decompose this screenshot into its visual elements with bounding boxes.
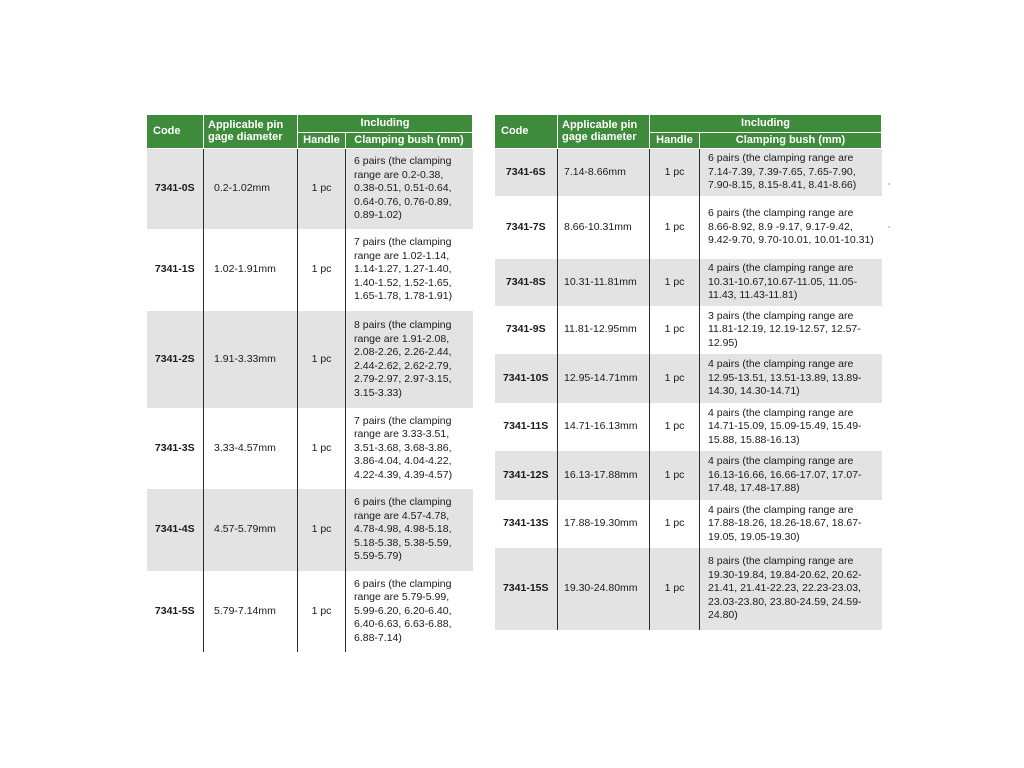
range-cell: 16.13-17.88mm [558, 451, 650, 500]
range-cell: 7.14-8.66mm [558, 148, 650, 196]
col-header-clamping-bush: Clamping bush (mm) [346, 132, 473, 148]
handle-cell: 1 pc [298, 311, 346, 408]
bush-cell: 6 pairs (the clamping range are 8.66-8.92, 8.9 -9.17, 9.17-9.42, 9.42-9.70, 9.70-10.01, 10.01-10.31) [700, 196, 882, 259]
range-cell: 4.57-5.79mm [204, 489, 298, 571]
handle-cell: 1 pc [650, 451, 700, 500]
code-cell: 7341-6S [495, 148, 558, 196]
table-row [495, 259, 882, 306]
table-row [147, 408, 473, 489]
code-cell: 7341-11S [495, 403, 558, 451]
scan-speck [888, 183, 890, 185]
range-cell: 19.30-24.80mm [558, 548, 650, 630]
handle-cell: 1 pc [298, 571, 346, 652]
col-header-clamping-bush: Clamping bush (mm) [700, 132, 882, 148]
bush-cell: 6 pairs (the clamping range are 5.79-5.99, 5.99-6.20, 6.20-6.40, 6.40-6.63, 6.63-6.88, 6.88-7.14) [346, 571, 473, 652]
range-cell: 11.81-12.95mm [558, 306, 650, 354]
left-table-body [147, 148, 473, 652]
table-row [495, 148, 882, 196]
range-cell: 1.02-1.91mm [204, 229, 298, 311]
range-cell: 8.66-10.31mm [558, 196, 650, 259]
handle-cell: 1 pc [298, 229, 346, 311]
code-cell: 7341-7S [495, 196, 558, 259]
code-cell: 7341-8S [495, 259, 558, 306]
range-cell: 0.2-1.02mm [204, 148, 298, 229]
table-row [147, 489, 473, 571]
table-row [495, 451, 882, 500]
bush-cell: 8 pairs (the clamping range are 19.30-19.84, 19.84-20.62, 20.62-21.41, 21.41-22.23, 22.23-23.03, 23.03-23.80, 23.80-24.59, 24.59-24.80) [700, 548, 882, 630]
code-cell: 7341-15S [495, 548, 558, 630]
handle-cell: 1 pc [650, 306, 700, 354]
handle-cell: 1 pc [650, 196, 700, 259]
bush-cell: 4 pairs (the clamping range are 16.13-16.66, 16.66-17.07, 17.07-17.48, 17.48-17.88) [700, 451, 882, 500]
bush-cell: 7 pairs (the clamping range are 1.02-1.14, 1.14-1.27, 1.27-1.40, 1.40-1.52, 1.52-1.65, 1.65-1.78, 1.78-1.91) [346, 229, 473, 311]
right-table-body [495, 148, 882, 630]
handle-cell: 1 pc [298, 489, 346, 571]
handle-cell: 1 pc [650, 403, 700, 451]
range-cell: 14.71-16.13mm [558, 403, 650, 451]
handle-cell: 1 pc [650, 148, 700, 196]
table-row [147, 148, 473, 229]
col-header-applicable-diameter: Applicable pin gage diameter [204, 115, 298, 148]
bush-cell: 6 pairs (the clamping range are 4.57-4.78, 4.78-4.98, 4.98-5.18, 5.18-5.38, 5.38-5.59, 5.59-5.79) [346, 489, 473, 571]
code-cell: 7341-0S [147, 148, 204, 229]
col-header-applicable-diameter: Applicable pin gage diameter [558, 115, 650, 148]
handle-cell: 1 pc [650, 548, 700, 630]
bush-cell: 3 pairs (the clamping range are 11.81-12.19, 12.19-12.57, 12.57-12.95) [700, 306, 882, 354]
table-row [147, 229, 473, 311]
handle-cell: 1 pc [650, 259, 700, 306]
handle-cell: 1 pc [298, 148, 346, 229]
scan-speck [888, 226, 890, 228]
table-row [495, 306, 882, 354]
bush-cell: 4 pairs (the clamping range are 12.95-13.51, 13.51-13.89, 13.89-14.30, 14.30-14.71) [700, 354, 882, 403]
code-cell: 7341-4S [147, 489, 204, 571]
range-cell: 1.91-3.33mm [204, 311, 298, 408]
bush-cell: 6 pairs (the clamping range are 0.2-0.38, 0.38-0.51, 0.51-0.64, 0.64-0.76, 0.76-0.89, 0.89-1.02) [346, 148, 473, 229]
code-cell: 7341-12S [495, 451, 558, 500]
handle-cell: 1 pc [650, 500, 700, 548]
table-row [147, 571, 473, 652]
code-cell: 7341-10S [495, 354, 558, 403]
clamping-bush-table-right [494, 115, 882, 630]
col-header-code: Code [147, 115, 204, 148]
table-row [495, 354, 882, 403]
bush-cell: 4 pairs (the clamping range are 14.71-15.09, 15.09-15.49, 15.49-15.88, 15.88-16.13) [700, 403, 882, 451]
code-cell: 7341-13S [495, 500, 558, 548]
col-header-code: Code [495, 115, 558, 148]
code-cell: 7341-5S [147, 571, 204, 652]
clamping-bush-table-left [146, 115, 473, 652]
range-cell: 10.31-11.81mm [558, 259, 650, 306]
col-header-including: Including [650, 115, 882, 132]
code-cell: 7341-3S [147, 408, 204, 489]
range-cell: 3.33-4.57mm [204, 408, 298, 489]
table-row [495, 196, 882, 259]
col-header-handle: Handle [650, 132, 700, 148]
bush-cell: 6 pairs (the clamping range are 7.14-7.39, 7.39-7.65, 7.65-7.90, 7.90-8.15, 8.15-8.41, 8.41-8.66) [700, 148, 882, 196]
table-row [495, 403, 882, 451]
table-row [147, 311, 473, 408]
table-row [495, 548, 882, 630]
range-cell: 5.79-7.14mm [204, 571, 298, 652]
range-cell: 17.88-19.30mm [558, 500, 650, 548]
code-cell: 7341-2S [147, 311, 204, 408]
col-header-including: Including [298, 115, 473, 132]
handle-cell: 1 pc [650, 354, 700, 403]
bush-cell: 7 pairs (the clamping range are 3.33-3.51, 3.51-3.68, 3.68-3.86, 3.86-4.04, 4.04-4.22, 4.22-4.39, 4.39-4.57) [346, 408, 473, 489]
bush-cell: 4 pairs (the clamping range are 17.88-18.26, 18.26-18.67, 18.67-19.05, 19.05-19.30) [700, 500, 882, 548]
col-header-handle: Handle [298, 132, 346, 148]
bush-cell: 4 pairs (the clamping range are 10.31-10.67,10.67-11.05, 11.05-11.43, 11.43-11.81) [700, 259, 882, 306]
code-cell: 7341-9S [495, 306, 558, 354]
range-cell: 12.95-14.71mm [558, 354, 650, 403]
handle-cell: 1 pc [298, 408, 346, 489]
table-row [495, 500, 882, 548]
bush-cell: 8 pairs (the clamping range are 1.91-2.08, 2.08-2.26, 2.26-2.44, 2.44-2.62, 2.62-2.79, 2.79-2.97, 2.97-3.15, 3.15-3.33) [346, 311, 473, 408]
code-cell: 7341-1S [147, 229, 204, 311]
